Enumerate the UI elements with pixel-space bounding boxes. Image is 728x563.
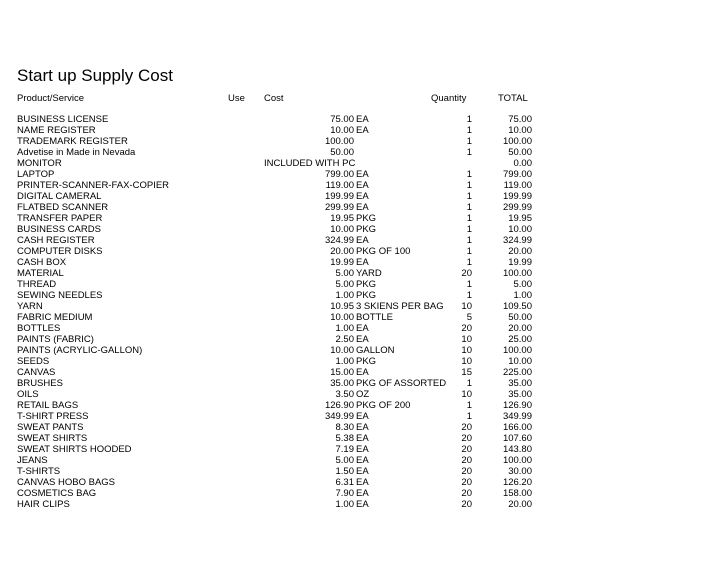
cost-cell: 10.00 <box>330 224 354 235</box>
cost-note-cell: INCLUDED WITH PC <box>264 158 356 169</box>
product-cell: SEWING NEEDLES <box>17 290 103 301</box>
quantity-cell: 20 <box>461 268 472 279</box>
quantity-cell: 20 <box>461 323 472 334</box>
unit-cell: EA <box>356 367 369 378</box>
table-row <box>0 290 728 301</box>
table-row <box>0 257 728 268</box>
total-cell: 100.00 <box>502 345 532 356</box>
cost-cell: 2.50 <box>335 334 354 345</box>
quantity-cell: 20 <box>461 466 472 477</box>
cost-cell: 1.00 <box>335 499 354 510</box>
total-cell: 19.99 <box>508 257 532 268</box>
cost-cell: 10.00 <box>330 312 354 323</box>
table-row <box>0 499 728 510</box>
product-cell: SWEAT SHIRTS HOODED <box>17 444 132 455</box>
unit-cell: EA <box>356 202 369 213</box>
product-cell: TRANSFER PAPER <box>17 213 103 224</box>
unit-cell: 3 SKIENS PER BAG <box>356 301 444 312</box>
unit-cell: EA <box>356 334 369 345</box>
cost-cell: 10.00 <box>330 345 354 356</box>
cost-cell: 19.99 <box>330 257 354 268</box>
total-cell: 50.00 <box>508 312 532 323</box>
quantity-cell: 1 <box>466 279 472 290</box>
table-row <box>0 422 728 433</box>
table-row <box>0 488 728 499</box>
product-cell: CANVAS HOBO BAGS <box>17 477 116 488</box>
total-cell: 35.00 <box>508 389 532 400</box>
table-row <box>0 334 728 345</box>
table-row <box>0 444 728 455</box>
total-cell: 126.20 <box>502 477 532 488</box>
table-row <box>0 323 728 334</box>
product-cell: PAINTS (ACRYLIC-GALLON) <box>17 345 143 356</box>
unit-cell: PKG <box>356 279 377 290</box>
header-total: TOTAL <box>498 93 528 104</box>
quantity-cell: 20 <box>461 499 472 510</box>
cost-cell: 20.00 <box>330 246 354 257</box>
product-cell: DIGITAL CAMERAL <box>17 191 102 202</box>
unit-cell: YARD <box>356 268 382 279</box>
cost-cell: 15.00 <box>330 367 354 378</box>
cost-cell: 5.00 <box>335 268 354 279</box>
total-cell: 199.99 <box>502 191 532 202</box>
quantity-cell: 10 <box>461 334 472 345</box>
total-cell: 20.00 <box>508 323 532 334</box>
table-row <box>0 169 728 180</box>
quantity-cell: 1 <box>466 378 472 389</box>
total-cell: 119.00 <box>503 180 532 191</box>
unit-cell: EA <box>356 477 369 488</box>
table-row <box>0 433 728 444</box>
total-cell: 299.99 <box>502 202 532 213</box>
table-row <box>0 378 728 389</box>
quantity-cell: 1 <box>466 136 472 147</box>
unit-cell: EA <box>356 466 369 477</box>
total-cell: 35.00 <box>508 378 532 389</box>
quantity-cell: 1 <box>466 202 472 213</box>
cost-cell: 6.31 <box>335 477 354 488</box>
cost-cell: 5.38 <box>335 433 354 444</box>
table-row <box>0 191 728 202</box>
product-cell: CASH REGISTER <box>17 235 95 246</box>
product-cell: BRUSHES <box>17 378 63 389</box>
quantity-cell: 1 <box>466 180 472 191</box>
unit-cell: PKG OF ASSORTED <box>356 378 447 389</box>
product-cell: RETAIL BAGS <box>17 400 79 411</box>
product-cell: BUSINESS CARDS <box>17 224 101 235</box>
quantity-cell: 1 <box>466 235 472 246</box>
total-cell: 126.90 <box>502 400 532 411</box>
product-cell: SEEDS <box>17 356 50 367</box>
total-cell: 1.00 <box>513 290 532 301</box>
total-cell: 166.00 <box>502 422 532 433</box>
cost-cell: 324.99 <box>324 235 354 246</box>
total-cell: 107.60 <box>502 433 532 444</box>
cost-cell: 8.30 <box>335 422 354 433</box>
total-cell: 143.80 <box>502 444 532 455</box>
quantity-cell: 10 <box>461 356 472 367</box>
product-cell: SWEAT SHIRTS <box>17 433 88 444</box>
quantity-cell: 1 <box>466 125 472 136</box>
cost-cell: 1.00 <box>335 356 354 367</box>
total-cell: 10.00 <box>508 356 532 367</box>
total-cell: 158.00 <box>502 488 532 499</box>
cost-cell: 199.99 <box>324 191 354 202</box>
total-cell: 5.00 <box>513 279 532 290</box>
unit-cell: EA <box>356 444 369 455</box>
product-cell: T-SHIRT PRESS <box>17 411 89 422</box>
total-cell: 50.00 <box>508 147 532 158</box>
quantity-cell: 1 <box>466 169 472 180</box>
quantity-cell: 1 <box>466 147 472 158</box>
product-cell: FLATBED SCANNER <box>17 202 109 213</box>
product-cell: LAPTOP <box>17 169 55 180</box>
product-cell: THREAD <box>17 279 57 290</box>
quantity-cell: 1 <box>466 257 472 268</box>
unit-cell: OZ <box>356 389 370 400</box>
unit-cell: PKG <box>356 356 377 367</box>
product-cell: T-SHIRTS <box>17 466 61 477</box>
quantity-cell: 10 <box>461 301 472 312</box>
total-cell: 324.99 <box>502 235 532 246</box>
unit-cell: EA <box>356 125 369 136</box>
product-cell: OILS <box>17 389 39 400</box>
header-quantity: Quantity <box>431 93 467 104</box>
product-cell: Advetise in Made in Nevada <box>17 147 136 158</box>
unit-cell: EA <box>356 411 369 422</box>
unit-cell: EA <box>356 191 369 202</box>
cost-cell: 5.00 <box>335 455 354 466</box>
product-cell: FABRIC MEDIUM <box>17 312 93 323</box>
unit-cell: EA <box>356 235 369 246</box>
quantity-cell: 1 <box>466 290 472 301</box>
product-cell: MATERIAL <box>17 268 64 279</box>
quantity-cell: 1 <box>466 224 472 235</box>
unit-cell: PKG OF 200 <box>356 400 411 411</box>
unit-cell: PKG OF 100 <box>356 246 411 257</box>
unit-cell: EA <box>356 257 369 268</box>
cost-cell: 799.00 <box>324 169 354 180</box>
table-row <box>0 180 728 191</box>
product-cell: TRADEMARK REGISTER <box>17 136 128 147</box>
table-row <box>0 213 728 224</box>
unit-cell: EA <box>356 169 369 180</box>
cost-cell: 126.90 <box>324 400 354 411</box>
cost-cell: 35.00 <box>330 378 354 389</box>
cost-cell: 7.90 <box>335 488 354 499</box>
table-row <box>0 114 728 125</box>
cost-cell: 19.95 <box>330 213 354 224</box>
product-cell: SWEAT PANTS <box>17 422 84 433</box>
unit-cell: EA <box>356 499 369 510</box>
quantity-cell: 1 <box>466 213 472 224</box>
total-cell: 100.00 <box>502 136 532 147</box>
total-cell: 10.00 <box>508 125 532 136</box>
table-row <box>0 279 728 290</box>
cost-cell: 1.50 <box>335 466 354 477</box>
header-cost: Cost <box>264 93 284 104</box>
quantity-cell: 10 <box>461 389 472 400</box>
cost-cell: 349.99 <box>324 411 354 422</box>
total-cell: 799.00 <box>502 169 532 180</box>
unit-cell: EA <box>356 180 369 191</box>
total-cell: 20.00 <box>508 246 532 257</box>
quantity-cell: 1 <box>466 411 472 422</box>
header-use: Use <box>228 93 245 104</box>
total-cell: 20.00 <box>508 499 532 510</box>
unit-cell: GALLON <box>356 345 395 356</box>
total-cell: 225.00 <box>502 367 532 378</box>
product-cell: YARN <box>17 301 43 312</box>
product-cell: MONITOR <box>17 158 62 169</box>
unit-cell: EA <box>356 455 369 466</box>
product-cell: PAINTS (FABRIC) <box>17 334 94 345</box>
total-cell: 19.95 <box>508 213 532 224</box>
table-row <box>0 312 728 323</box>
quantity-cell: 1 <box>466 400 472 411</box>
unit-cell: EA <box>356 488 369 499</box>
quantity-cell: 20 <box>461 488 472 499</box>
total-cell: 10.00 <box>508 224 532 235</box>
quantity-cell: 15 <box>461 367 472 378</box>
cost-cell: 7.19 <box>335 444 354 455</box>
quantity-cell: 10 <box>461 345 472 356</box>
page-title: Start up Supply Cost <box>17 66 173 85</box>
product-cell: JEANS <box>17 455 48 466</box>
table-row <box>0 455 728 466</box>
product-cell: COMPUTER DISKS <box>17 246 103 257</box>
cost-cell: 100.00 <box>324 136 354 147</box>
total-cell: 0.00 <box>513 158 532 169</box>
header-product: Product/Service <box>17 93 85 104</box>
cost-cell: 119.00 <box>325 180 354 191</box>
table-row <box>0 125 728 136</box>
total-cell: 75.00 <box>508 114 532 125</box>
cost-cell: 299.99 <box>324 202 354 213</box>
cost-cell: 3.50 <box>335 389 354 400</box>
table-row <box>0 224 728 235</box>
cost-cell: 5.00 <box>335 279 354 290</box>
quantity-cell: 20 <box>461 422 472 433</box>
cost-cell: 1.00 <box>335 290 354 301</box>
table-row <box>0 136 728 147</box>
unit-cell: EA <box>356 433 369 444</box>
table-row <box>0 400 728 411</box>
quantity-cell: 5 <box>466 312 472 323</box>
quantity-cell: 20 <box>461 433 472 444</box>
product-cell: BOTTLES <box>17 323 61 334</box>
table-row <box>0 356 728 367</box>
table-row <box>0 389 728 400</box>
total-cell: 100.00 <box>502 268 532 279</box>
total-cell: 349.99 <box>502 411 532 422</box>
unit-cell: BOTTLE <box>356 312 393 323</box>
product-cell: CASH BOX <box>17 257 67 268</box>
total-cell: 25.00 <box>508 334 532 345</box>
table-row <box>0 202 728 213</box>
quantity-cell: 1 <box>466 191 472 202</box>
table-row <box>0 345 728 356</box>
table-row <box>0 268 728 279</box>
quantity-cell: 1 <box>466 246 472 257</box>
total-cell: 109.50 <box>502 301 532 312</box>
table-row <box>0 158 728 169</box>
cost-cell: 10.00 <box>330 125 354 136</box>
table-row <box>0 477 728 488</box>
quantity-cell: 20 <box>461 455 472 466</box>
table-row <box>0 367 728 378</box>
table-row <box>0 411 728 422</box>
product-cell: BUSINESS LICENSE <box>17 114 109 125</box>
cost-cell: 1.00 <box>335 323 354 334</box>
unit-cell: PKG <box>356 213 377 224</box>
quantity-cell: 20 <box>461 477 472 488</box>
table-row <box>0 246 728 257</box>
product-cell: PRINTER-SCANNER-FAX-COPIER <box>17 180 170 191</box>
cost-cell: 50.00 <box>330 147 354 158</box>
unit-cell: PKG <box>356 224 377 235</box>
product-cell: HAIR CLIPS <box>17 499 70 510</box>
table-row <box>0 301 728 312</box>
unit-cell: EA <box>356 114 369 125</box>
table-row <box>0 235 728 246</box>
table-row <box>0 466 728 477</box>
table-row <box>0 147 728 158</box>
unit-cell: EA <box>356 422 369 433</box>
quantity-cell: 1 <box>466 114 472 125</box>
cost-cell: 75.00 <box>330 114 354 125</box>
total-cell: 30.00 <box>508 466 532 477</box>
product-cell: CANVAS <box>17 367 56 378</box>
product-cell: NAME REGISTER <box>17 125 96 136</box>
product-cell: COSMETICS BAG <box>17 488 97 499</box>
unit-cell: EA <box>356 323 369 334</box>
cost-cell: 10.95 <box>330 301 354 312</box>
quantity-cell: 20 <box>461 444 472 455</box>
unit-cell: PKG <box>356 290 377 301</box>
supply-table <box>0 114 728 510</box>
total-cell: 100.00 <box>502 455 532 466</box>
